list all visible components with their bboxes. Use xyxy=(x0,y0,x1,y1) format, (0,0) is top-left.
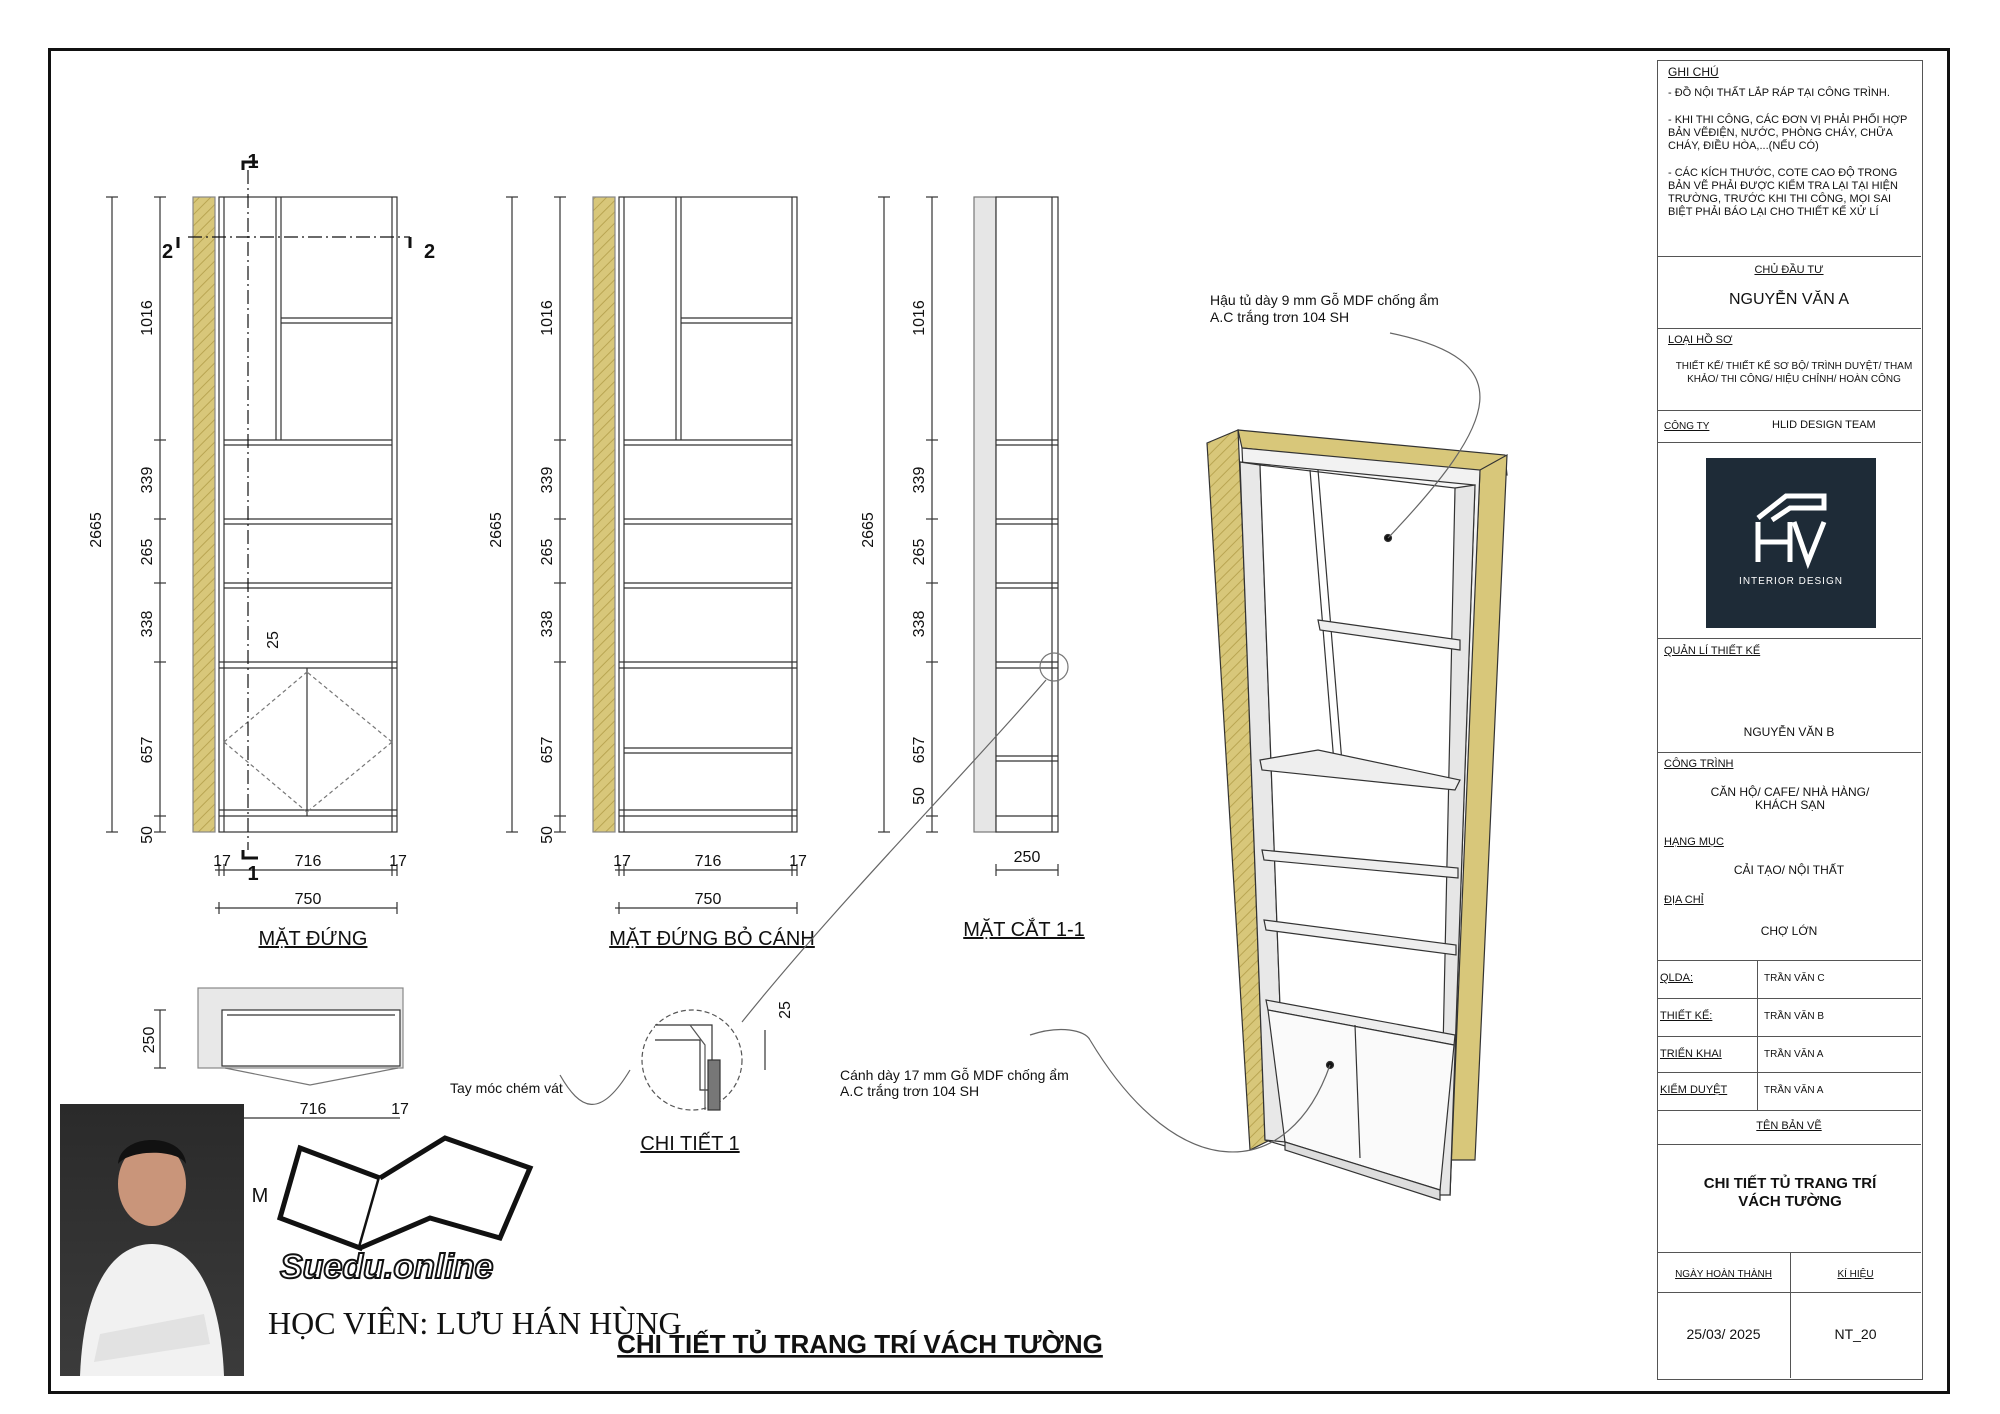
owner-label: CHỦ ĐẦU TƯ xyxy=(1754,264,1824,276)
dim-depth: 250 xyxy=(1013,849,1041,866)
dim-h2: 339 xyxy=(139,466,156,494)
dim-total-height: 2665 xyxy=(88,512,105,548)
dim-h1: 1016 xyxy=(539,300,556,336)
logo-text: INTERIOR DESIGN xyxy=(1739,576,1843,587)
dim-h6: 50 xyxy=(539,826,556,844)
front-elevation xyxy=(106,162,410,914)
wall-hatch xyxy=(593,197,615,832)
dim-h5: 657 xyxy=(139,736,156,764)
company-value: HLID DESIGN TEAM xyxy=(1772,419,1876,431)
date-label: NGÀY HOÀN THÀNH xyxy=(1675,1269,1772,1280)
hlid-logo-icon xyxy=(1706,458,1876,628)
section-mark-bottom: 1 xyxy=(247,863,259,885)
brand-logo xyxy=(270,1118,540,1298)
back-panel-note-line1: Hậu tủ dày 9 mm Gỗ MDF chống ẩm xyxy=(1210,292,1439,308)
brand-text: Suedu.online xyxy=(280,1248,494,1286)
dim-h3: 265 xyxy=(911,538,928,566)
project-value: CĂN HỘ/ CAFE/ NHÀ HÀNG/ KHÁCH SẠN xyxy=(1710,785,1870,812)
dim-gap: 25 xyxy=(265,631,282,649)
sheet-title: CHI TIẾT TỦ TRANG TRÍ VÁCH TƯỜNG xyxy=(617,1329,1103,1359)
door-panel-note-line1: Cánh dày 17 mm Gỗ MDF chống ẩm xyxy=(840,1067,1069,1083)
student-photo xyxy=(60,1104,244,1376)
dim-h3: 265 xyxy=(139,538,156,566)
manager-label: QUẢN LÍ THIẾT KẾ xyxy=(1664,645,1761,657)
door-panel-note-line2: A.C trắng trơn 104 SH xyxy=(840,1083,980,1099)
dim-plinth: 50 xyxy=(911,787,928,805)
address-label: ĐỊA CHỈ xyxy=(1664,894,1704,906)
dim-h2: 339 xyxy=(539,466,556,494)
dim-side-right: 17 xyxy=(789,853,807,870)
view-title-front-no-doors: MẶT ĐỨNG BỎ CÁNH xyxy=(609,928,815,950)
dim-h5: 657 xyxy=(911,736,928,764)
dim-side-left: 17 xyxy=(613,853,631,870)
category-label: HẠNG MỤC xyxy=(1664,836,1724,848)
section-mark-right: 2 xyxy=(424,241,436,263)
plan-view xyxy=(154,988,403,1118)
dim-h4: 338 xyxy=(139,610,156,638)
role-label-deploy: TRIỂN KHAI xyxy=(1660,1048,1722,1060)
dim-total-height: 2665 xyxy=(488,512,505,548)
dim-side-right: 17 xyxy=(389,853,407,870)
dim-inner: 716 xyxy=(294,853,322,870)
drawing-name-value: CHI TIẾT TỦ TRANG TRÍ VÁCH TƯỜNG xyxy=(1703,1175,1877,1210)
notes-title: GHI CHÚ xyxy=(1668,65,1719,79)
cabinet-outline xyxy=(219,197,397,832)
date-value: 25/03/ 2025 xyxy=(1686,1326,1761,1342)
doc-type-value: THIẾT KẾ/ THIẾT KẾ SƠ BỘ/ TRÌNH DUYỆT/ THAM KHẢO/ THI CÔNG/ HIỆU CHỈNH/ HOÀN CÔNG xyxy=(1675,361,1913,385)
isometric-cabinet xyxy=(1030,333,1507,1200)
role-label-check: KIỂM DUYỆT xyxy=(1660,1084,1728,1096)
dim-h6: 50 xyxy=(139,826,156,844)
note-1: - ĐỒ NỘI THẤT LẮP RÁP TẠI CÔNG TRÌNH. xyxy=(1668,87,1890,99)
owner-value: NGUYỄN VĂN A xyxy=(1728,291,1850,308)
company-logo xyxy=(1706,458,1876,628)
dim-gap: 25 xyxy=(777,1001,794,1019)
dim-side-left: 17 xyxy=(213,853,231,870)
note-3: - CÁC KÍCH THƯỚC, COTE CAO ĐỘ TRONG BẢN VẼ PHẢI ĐƯỢC KIỂM TRA LẠI TẠI HIỆN TRƯỜNG, TRƯỚC KHI THI CÔNG, MỌI SAI BIỆT PHẢI BÁO LẠI CHO THIẾT KẾ XỬ LÍ xyxy=(1668,167,1898,218)
dim-h5: 657 xyxy=(539,736,556,764)
section-1-1 xyxy=(878,197,1068,876)
note-2: - KHI THI CÔNG, CÁC ĐƠN VỊ PHẢI PHỐI HỢP BẢN VẼĐIỆN, NƯỚC, PHÒNG CHÁY, CHỮA CHÁY, ĐIỀU HÒA,...(NẾU CÓ) xyxy=(1668,114,1908,152)
dim-h3: 265 xyxy=(539,538,556,566)
dim-inner: 716 xyxy=(694,853,722,870)
dim-h4: 338 xyxy=(911,610,928,638)
dim-width: 750 xyxy=(694,891,722,908)
handle-note: Tay móc chém vát xyxy=(450,1080,563,1096)
doc-type-label: LOẠI HỒ SƠ xyxy=(1668,334,1733,346)
student-name: HỌC VIÊN: LƯU HÁN HÙNG xyxy=(268,1305,682,1341)
dim-inner: 716 xyxy=(299,1101,327,1118)
code-value: NT_20 xyxy=(1834,1326,1877,1342)
dim-total-height: 2665 xyxy=(860,512,877,548)
role-value-check: TRẦN VĂN A xyxy=(1764,1085,1824,1096)
role-value-qlda: TRẦN VĂN C xyxy=(1764,973,1825,984)
view-title-front: MẶT ĐỨNG xyxy=(258,928,368,950)
manager-value: NGUYỄN VĂN B xyxy=(1743,725,1835,739)
role-label-design: THIẾT KẾ: xyxy=(1660,1010,1713,1022)
wall-hatch xyxy=(193,197,215,832)
code-label: KÍ HIỆU xyxy=(1837,1269,1874,1280)
section-mark-top: 1 xyxy=(247,151,259,173)
view-title-plan: M xyxy=(251,1185,269,1207)
view-title-section: MẶT CẮT 1-1 xyxy=(963,919,1085,941)
dim-side: 17 xyxy=(391,1101,409,1118)
dim-depth: 250 xyxy=(141,1026,158,1054)
company-label: CÔNG TY xyxy=(1664,421,1710,432)
role-value-design: TRẦN VĂN B xyxy=(1764,1011,1825,1022)
role-value-deploy: TRẦN VĂN A xyxy=(1764,1049,1824,1060)
dim-h2: 339 xyxy=(911,466,928,494)
dim-h4: 338 xyxy=(539,610,556,638)
dim-h1: 1016 xyxy=(139,300,156,336)
category-value: CẢI TẠO/ NỘI THẤT xyxy=(1733,863,1845,877)
address-value: CHỢ LỚN xyxy=(1760,924,1818,938)
notes-section xyxy=(1668,66,1913,219)
back-panel-note-line2: A.C trắng trơn 104 SH xyxy=(1210,309,1350,325)
view-title-detail: CHI TIẾT 1 xyxy=(640,1133,740,1155)
drawing-name-label: TÊN BẢN VẼ xyxy=(1756,1120,1822,1132)
dim-h1: 1016 xyxy=(911,300,928,336)
section-mark-left: 2 xyxy=(162,241,174,263)
role-label-qlda: QLDA: xyxy=(1660,972,1694,984)
dim-width: 750 xyxy=(294,891,322,908)
project-label: CÔNG TRÌNH xyxy=(1664,758,1734,770)
